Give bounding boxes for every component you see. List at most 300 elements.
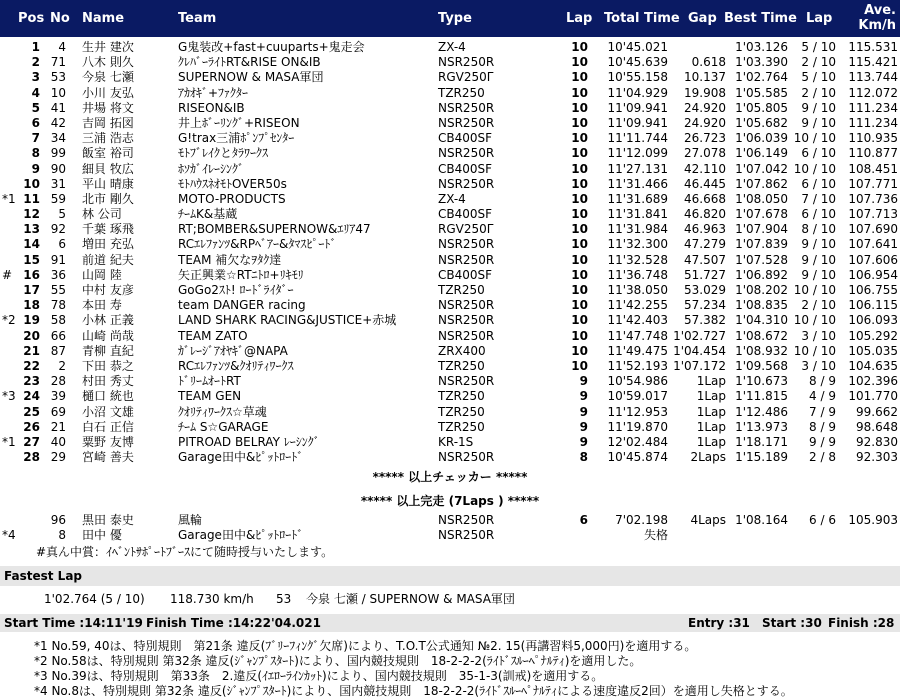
table-row <box>0 116 900 131</box>
best-time: 1'05.585 <box>735 85 788 100</box>
car-number: 69 <box>50 404 66 419</box>
team-name: ｸｵﾘﾃｨﾜｰｸｽ☆草魂 <box>178 404 267 419</box>
average-speed: 107.713 <box>848 207 898 222</box>
table-row <box>0 131 900 146</box>
total-time: 10'54.986 <box>607 374 668 389</box>
machine-type: RGV250Γ <box>438 70 494 85</box>
car-number: 71 <box>50 55 66 70</box>
rider-name: 三浦 浩志 <box>82 131 134 146</box>
position: 16 <box>23 267 40 282</box>
machine-type: NSR250R <box>438 115 495 130</box>
table-row <box>0 207 900 222</box>
machine-type: CB400SF <box>438 161 493 176</box>
best-time: 1'08.164 <box>735 513 788 528</box>
average-speed: 111.234 <box>848 115 898 130</box>
machine-type: NSR250R <box>438 374 495 389</box>
entry-count: Entry :31 <box>688 616 750 630</box>
best-time: 1'11.815 <box>735 389 788 404</box>
table-row <box>0 313 900 328</box>
fastest-lap-no: 53 <box>276 592 292 606</box>
best-time: 1'07.528 <box>735 252 788 267</box>
car-number: 40 <box>50 434 66 449</box>
team-name: G鬼装改+fast+cuuparts+鬼走会 <box>178 40 365 54</box>
best-time: 1'08.050 <box>735 191 788 206</box>
average-speed: 107.641 <box>848 237 898 252</box>
average-speed: 112.072 <box>848 85 898 100</box>
position: 8 <box>31 146 40 161</box>
results-table <box>0 40 900 544</box>
average-speed: 107.690 <box>848 222 898 237</box>
table-row <box>0 192 900 207</box>
lap-count: 10 <box>571 85 588 100</box>
best-time: 1'13.973 <box>735 419 788 434</box>
rider-name: 小林 正義 <box>82 313 134 328</box>
position: 26 <box>23 419 40 434</box>
average-speed: 113.744 <box>848 70 898 85</box>
position: 3 <box>31 70 40 85</box>
position: 4 <box>31 85 40 100</box>
header-gap: Gap <box>688 11 717 26</box>
machine-type: NSR250R <box>438 252 495 267</box>
position: 17 <box>23 283 40 297</box>
lap-count: 10 <box>571 70 588 85</box>
car-number: 42 <box>50 115 66 130</box>
lap-count: 10 <box>571 298 588 313</box>
penalty-mark: *4 <box>2 528 16 543</box>
table-row <box>0 374 900 389</box>
best-lap: 4 / 9 <box>809 389 836 404</box>
lap-count: 9 <box>579 404 588 419</box>
footnote: *2 No.58は、特別規則 第32条 違反(ｼﾞｬﾝﾌﾟｽﾀｰﾄ)により、国内競技規則 18-2-2-2(ﾗｲﾄﾞｽﾙｰﾍﾟﾅﾙﾃｨ)を適用した。 <box>34 654 642 668</box>
car-number: 21 <box>50 419 66 434</box>
best-time: 1'08.932 <box>735 343 788 358</box>
lap-count: 10 <box>571 222 588 237</box>
gap: 46.963 <box>684 222 726 237</box>
team-name: LAND SHARK RACING&JUSTICE+赤城 <box>178 313 397 328</box>
gap: 1'07.172 <box>673 358 726 373</box>
lap-count: 10 <box>571 131 588 146</box>
machine-type: NSR250R <box>438 298 495 313</box>
total-time: 10'45.639 <box>607 55 668 70</box>
position: 6 <box>31 115 40 130</box>
position: 13 <box>23 222 40 237</box>
total-time: 11'11.744 <box>607 131 668 146</box>
header-team: Team <box>178 11 217 26</box>
gap: 1'02.727 <box>673 328 726 343</box>
best-time: 1'03.126 <box>735 40 788 54</box>
team-name: GoGo2ｽﾄ! ﾛｰﾄﾞﾗｲﾀﾞｰ <box>178 283 294 297</box>
car-number: 55 <box>50 283 66 297</box>
rider-name: 林 公司 <box>82 207 122 222</box>
rider-name: 細貝 牧広 <box>82 161 134 176</box>
total-time: 10'45.874 <box>607 450 668 465</box>
car-number: 99 <box>50 146 66 161</box>
checker-banner-text: ***** 以上チェッカー ***** <box>372 470 528 485</box>
fastest-lap-title: Fastest Lap <box>0 566 900 586</box>
total-time: 11'47.748 <box>607 328 668 343</box>
average-speed: 92.303 <box>856 450 898 465</box>
total-time: 11'09.941 <box>607 115 668 130</box>
best-time: 1'04.310 <box>735 313 788 328</box>
gap: 42.110 <box>684 161 726 176</box>
header-type: Type <box>438 11 472 26</box>
machine-type: TZR250 <box>438 358 485 373</box>
team-name: ﾁｰﾑ S☆GARAGE <box>178 419 269 434</box>
lap-count: 9 <box>579 374 588 389</box>
team-name: PITROAD BELRAY ﾚｰｼﾝｸﾞ <box>178 434 320 449</box>
best-time: 1'03.390 <box>735 55 788 70</box>
car-number: 53 <box>50 70 66 85</box>
best-lap: 9 / 9 <box>809 434 836 449</box>
header-best-lap: Lap <box>806 11 833 26</box>
rider-name: 山崎 尚哉 <box>82 328 134 343</box>
lap-count: 10 <box>571 207 588 222</box>
rider-name: 小沼 文雄 <box>82 404 134 419</box>
rider-name: 樋口 統也 <box>82 389 134 404</box>
team-name: MOTO-PRODUCTS <box>178 191 286 206</box>
machine-type: NSR250R <box>438 55 495 70</box>
table-row <box>0 359 900 374</box>
gap: 1Lap <box>696 404 726 419</box>
lap-count: 6 <box>579 513 588 528</box>
gap: 46.445 <box>684 176 726 191</box>
total-time: 10'55.158 <box>607 70 668 85</box>
car-number: 2 <box>58 358 66 373</box>
total-time: 11'32.300 <box>607 237 668 252</box>
total-time: 12'02.484 <box>607 434 668 449</box>
team-name: ﾄﾞﾘｰﾑｵｰﾄRT <box>178 374 241 389</box>
gap: 1Lap <box>696 434 726 449</box>
rider-name: 小川 友弘 <box>82 85 134 100</box>
best-lap: 2 / 10 <box>801 55 836 70</box>
best-time: 1'09.568 <box>735 358 788 373</box>
gap: 1Lap <box>696 374 726 389</box>
total-time: 11'36.748 <box>607 267 668 282</box>
rider-name: 吉岡 拓図 <box>82 115 134 130</box>
car-number: 92 <box>50 222 66 237</box>
best-lap: 6 / 10 <box>801 207 836 222</box>
best-lap: 3 / 10 <box>801 358 836 373</box>
position: 19 <box>23 313 40 328</box>
best-lap: 2 / 10 <box>801 298 836 313</box>
best-lap: 8 / 10 <box>801 222 836 237</box>
rider-name: 本田 寿 <box>82 298 122 313</box>
best-time: 1'08.202 <box>735 283 788 297</box>
gap: 26.723 <box>684 131 726 146</box>
average-speed: 105.292 <box>848 328 898 343</box>
average-speed: 107.606 <box>848 252 898 267</box>
average-speed: 106.755 <box>848 283 898 297</box>
machine-type: TZR250 <box>438 389 485 404</box>
gap: 46.820 <box>684 207 726 222</box>
rider-name: 下田 恭之 <box>82 358 134 373</box>
machine-type: CB400SF <box>438 131 493 146</box>
total-time: 7'02.198 <box>615 513 668 528</box>
total-time: 11'09.941 <box>607 100 668 115</box>
rider-name: 飯室 裕司 <box>82 146 134 161</box>
machine-type: NSR250R <box>438 100 495 115</box>
table-row <box>0 450 900 465</box>
lap-count: 10 <box>571 358 588 373</box>
best-lap: 5 / 10 <box>801 70 836 85</box>
car-number: 91 <box>50 252 66 267</box>
best-time: 1'05.805 <box>735 100 788 115</box>
machine-type: NSR250R <box>438 513 495 528</box>
table-row <box>0 101 900 116</box>
average-speed: 102.396 <box>848 374 898 389</box>
total-time: 11'12.953 <box>607 404 668 419</box>
penalty-mark: *1 <box>2 434 16 449</box>
lap-count: 9 <box>579 389 588 404</box>
team-name: RT;BOMBER&SUPERNOW&ｴﾘｱ47 <box>178 222 371 237</box>
lap-count: 10 <box>571 252 588 267</box>
best-lap: 8 / 9 <box>809 374 836 389</box>
table-row <box>0 435 900 450</box>
car-number: 29 <box>50 450 66 465</box>
rider-name: 粟野 友博 <box>82 434 134 449</box>
gap: 1Lap <box>696 419 726 434</box>
rider-name: 黒田 泰史 <box>82 513 134 528</box>
header-kmh: Km/h <box>858 18 896 33</box>
machine-type: RGV250Γ <box>438 222 494 237</box>
rider-name: 宮崎 善夫 <box>82 450 134 465</box>
lap-count: 8 <box>579 450 588 465</box>
position: 23 <box>23 374 40 389</box>
machine-type: NSR250R <box>438 313 495 328</box>
gap: 2Laps <box>690 450 726 465</box>
gap: 1'04.454 <box>673 343 726 358</box>
table-row <box>0 162 900 177</box>
average-speed: 110.877 <box>848 146 898 161</box>
header-total-time: Total Time <box>604 11 680 26</box>
best-lap: 3 / 10 <box>801 328 836 343</box>
total-time: 11'31.466 <box>607 176 668 191</box>
best-lap: 2 / 10 <box>801 85 836 100</box>
position: 11 <box>23 191 40 206</box>
table-row <box>0 528 900 543</box>
average-speed: 111.234 <box>848 100 898 115</box>
average-speed: 106.954 <box>848 267 898 282</box>
team-name: ｱｶｵｷﾞ+ﾌｧｸﾀｰ <box>178 85 249 100</box>
lap-count: 10 <box>571 328 588 343</box>
best-lap: 10 / 10 <box>793 343 836 358</box>
lap-count: 10 <box>571 55 588 70</box>
rider-name: 山岡 陸 <box>82 267 122 282</box>
footnote: *3 No.39は、特別規則 第33条 2.違反(ｲｴﾛｰﾗｲﾝｶｯﾄ)により、国内競技規則 35-1-3(訓戒)を適用する。 <box>34 669 604 683</box>
gap: 1Lap <box>696 389 726 404</box>
car-number: 36 <box>50 267 66 282</box>
best-lap: 6 / 6 <box>809 513 836 528</box>
total-time: 11'19.870 <box>607 419 668 434</box>
machine-type: CB400SF <box>438 267 493 282</box>
gap: 47.507 <box>684 252 726 267</box>
best-lap: 9 / 10 <box>801 252 836 267</box>
average-speed: 104.635 <box>848 358 898 373</box>
position: 27 <box>23 434 40 449</box>
rider-name: 井場 将文 <box>82 100 134 115</box>
table-row <box>0 222 900 237</box>
gap: 53.029 <box>684 283 726 297</box>
car-number: 10 <box>50 85 66 100</box>
lap-count: 10 <box>571 191 588 206</box>
rider-name: 今泉 七瀬 <box>82 70 134 85</box>
car-number: 6 <box>58 237 66 252</box>
car-number: 78 <box>50 298 66 313</box>
average-speed: 105.035 <box>848 343 898 358</box>
rider-name: 青柳 直紀 <box>82 343 134 358</box>
fastest-lap-speed: 118.730 km/h <box>170 592 254 606</box>
average-speed: 115.531 <box>848 40 898 54</box>
best-lap: 2 / 8 <box>809 450 836 465</box>
average-speed: 107.771 <box>848 176 898 191</box>
position: 24 <box>23 389 40 404</box>
table-row <box>0 253 900 268</box>
team-name: G!trax三浦ﾎﾟﾝﾌﾟｾﾝﾀｰ <box>178 131 295 146</box>
penalty-mark: *1 <box>2 191 16 206</box>
car-number: 8 <box>58 528 66 543</box>
rider-name: 生井 建次 <box>82 40 134 54</box>
race-summary <box>0 614 900 632</box>
lap-count: 10 <box>571 100 588 115</box>
table-row <box>0 389 900 404</box>
rider-name: 田中 優 <box>82 528 122 543</box>
machine-type: ZX-4 <box>438 191 466 206</box>
best-lap: 7 / 9 <box>809 404 836 419</box>
position: 20 <box>23 328 40 343</box>
lap-count: 10 <box>571 161 588 176</box>
best-time: 1'07.904 <box>735 222 788 237</box>
checker-banner <box>0 465 900 489</box>
average-speed: 110.935 <box>848 131 898 146</box>
lap-count: 10 <box>571 313 588 328</box>
prize-note: #真ん中賞：ｲﾍﾞﾝﾄｻﾎﾟｰﾄﾌﾞｰｽにて随時授与いたします。 <box>36 545 334 559</box>
best-time: 1'10.673 <box>735 374 788 389</box>
header-lap: Lap <box>566 11 593 26</box>
car-number: 96 <box>50 513 66 528</box>
table-row <box>0 405 900 420</box>
position: 2 <box>31 55 40 70</box>
best-lap: 9 / 10 <box>801 267 836 282</box>
best-lap: 7 / 10 <box>801 191 836 206</box>
lap-count: 10 <box>571 283 588 297</box>
best-time: 1'05.682 <box>735 115 788 130</box>
machine-type: NSR250R <box>438 176 495 191</box>
machine-type: NSR250R <box>438 146 495 161</box>
machine-type: NSR250R <box>438 328 495 343</box>
machine-type: TZR250 <box>438 283 485 297</box>
total-time: 11'12.099 <box>607 146 668 161</box>
average-speed: 107.736 <box>848 191 898 206</box>
table-row <box>0 40 900 55</box>
rider-name: 白石 正信 <box>82 419 134 434</box>
machine-type: KR-1S <box>438 434 474 449</box>
best-lap: 6 / 10 <box>801 176 836 191</box>
gap: 57.382 <box>684 313 726 328</box>
footnotes <box>34 639 793 698</box>
gap: 46.668 <box>684 191 726 206</box>
best-time: 1'06.149 <box>735 146 788 161</box>
car-number: 5 <box>58 207 66 222</box>
total-time: 11'49.475 <box>607 343 668 358</box>
total-time: 失格 <box>643 528 668 543</box>
position: 1 <box>31 40 40 54</box>
gap: 47.279 <box>684 237 726 252</box>
start-count: Start :30 <box>762 616 822 630</box>
car-number: 66 <box>50 328 66 343</box>
position: 7 <box>31 131 40 146</box>
car-number: 58 <box>50 313 66 328</box>
car-number: 31 <box>50 176 66 191</box>
team-name: Garage田中&ﾋﾟｯﾄﾛｰﾄﾞ <box>178 528 304 543</box>
rider-name: 平山 晴康 <box>82 176 134 191</box>
best-time: 1'08.672 <box>735 328 788 343</box>
team-name: ﾓﾄﾊｳｽﾈｵﾓﾄOVER50s <box>178 176 287 191</box>
complete-banner <box>0 489 900 513</box>
average-speed: 99.662 <box>856 404 898 419</box>
lap-count: 9 <box>579 419 588 434</box>
best-lap: 8 / 9 <box>809 419 836 434</box>
team-name: 井上ﾎﾞｰﾘﾝｸﾞ+RISEON <box>178 115 300 130</box>
best-lap: 10 / 10 <box>793 313 836 328</box>
gap: 51.727 <box>684 267 726 282</box>
best-time: 1'07.862 <box>735 176 788 191</box>
team-name: ﾁｰﾑK&基蔵 <box>178 207 238 222</box>
average-speed: 101.770 <box>848 389 898 404</box>
fastest-lap-row <box>0 590 900 608</box>
complete-banner-text: ***** 以上完走 (7Laps ) ***** <box>360 494 540 509</box>
penalty-mark: *2 <box>2 313 16 328</box>
best-time: 1'15.189 <box>735 450 788 465</box>
footnote: *1 No.59, 40は、特別規則 第21条 違反(ﾌﾞﾘｰﾌｨﾝｸﾞ欠席)により、T.O.T公式通知 №2. 15(再講習料5,000円)を適用する。 <box>34 639 697 653</box>
finish-time: Finish Time :14:22'04.021 <box>146 616 321 630</box>
gap: 10.137 <box>684 70 726 85</box>
team-name: TEAM GEN <box>178 389 242 404</box>
header-ave: Ave. <box>864 3 896 18</box>
gap: 24.920 <box>684 115 726 130</box>
team-name: ｸﾚﾊﾞｰﾗｲﾄRT&RISE ON&IB <box>178 55 321 70</box>
lap-count: 10 <box>571 146 588 161</box>
total-time: 11'42.255 <box>607 298 668 313</box>
penalty-mark: *3 <box>2 389 16 404</box>
position: 28 <box>23 450 40 465</box>
position: 21 <box>23 343 40 358</box>
table-row <box>0 329 900 344</box>
average-speed: 106.115 <box>848 298 898 313</box>
rider-name: 千葉 琢飛 <box>82 222 134 237</box>
average-speed: 98.648 <box>856 419 898 434</box>
average-speed: 92.830 <box>856 434 898 449</box>
start-time: Start Time :14:11'19 <box>4 616 143 630</box>
car-number: 34 <box>50 131 66 146</box>
best-time: 1'12.486 <box>735 404 788 419</box>
rider-name: 北市 剛久 <box>82 191 134 206</box>
best-time: 1'06.892 <box>735 267 788 282</box>
best-time: 1'06.039 <box>735 131 788 146</box>
table-row <box>0 298 900 313</box>
total-time: 11'31.984 <box>607 222 668 237</box>
team-name: 矢正興業☆RTﾆﾄﾛ+ﾘｷﾓﾘ <box>178 267 304 282</box>
position: 25 <box>23 404 40 419</box>
best-lap: 10 / 10 <box>793 131 836 146</box>
lap-count: 10 <box>571 267 588 282</box>
fastest-lap-time: 1'02.764 (5 / 10) <box>44 592 145 606</box>
gap: 27.078 <box>684 146 726 161</box>
gap: 24.920 <box>684 100 726 115</box>
car-number: 28 <box>50 374 66 389</box>
total-time: 11'32.528 <box>607 252 668 267</box>
best-lap: 5 / 10 <box>801 40 836 54</box>
total-time: 11'52.193 <box>607 358 668 373</box>
